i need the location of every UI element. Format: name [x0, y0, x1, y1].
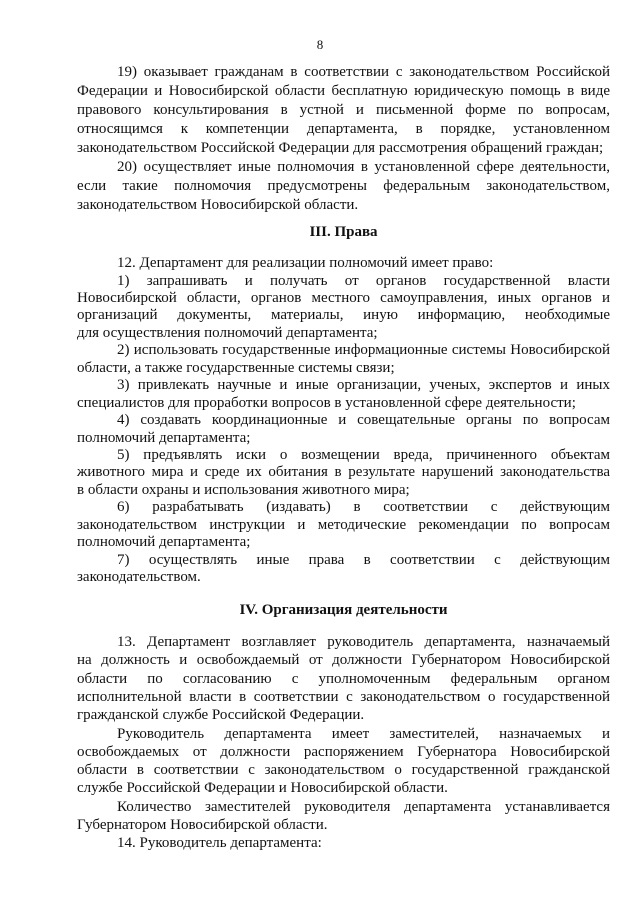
right-7-line: законодательством.: [77, 569, 201, 586]
deputies-line: Руководитель департамента имеет заместителей, назначаемых и: [117, 725, 610, 742]
right-5-line: 5) предъявлять иски о возмещении вреда, причиненного объектам: [117, 447, 610, 463]
deputies-count-line: Губернатором Новосибирской области.: [77, 817, 328, 833]
item-20-line: законодательством Новосибирской области.: [77, 197, 359, 213]
right-2-line: 2) использовать государственные информационные системы Новосибирской: [117, 342, 610, 359]
deputies-count-line: Количество заместителей руководителя департамента устанавливается: [117, 798, 610, 815]
right-5-line: в области охраны и использования животного мира;: [77, 481, 410, 498]
right-4-line: полномочий департамента;: [77, 429, 251, 446]
item-19-line: относящимся к компетенции департамента, в порядке, установленном: [77, 121, 610, 137]
right-1-line: 1) запрашивать и получать от органов государственной власти: [117, 272, 610, 289]
right-5-line: животного мира и среде их обитания в результате нарушений законодательства: [77, 464, 610, 481]
deputies-line: области в соответствии с законодательством о государственной гражданской: [77, 762, 610, 779]
item-20-line: 20) осуществляет иные полномочия в установленной сфере деятельности,: [117, 159, 610, 175]
right-1-line: Новосибирской области, органов местного самоуправления, иных органов и: [77, 289, 610, 306]
item-14-line: 14. Руководитель департамента:: [117, 835, 322, 852]
right-3-line: специалистов для проработки вопросов в установленной сфере деятельности;: [77, 394, 576, 411]
item-13-line: 13. Департамент возглавляет руководитель департамента, назначаемый: [117, 634, 610, 650]
item-13-line: исполнительной власти в соответствии с законодательством о государственной: [77, 688, 610, 705]
section-3-heading: III. Права: [309, 224, 378, 240]
right-1-line: организаций документы, материалы, иную информацию, необходимые: [77, 307, 610, 324]
item-13-line: на должность и освобождаемый от должности Губернатором Новосибирской: [77, 652, 610, 669]
page-number: 8: [316, 37, 324, 52]
right-6-line: полномочий департамента;: [77, 534, 251, 551]
item-19-line: Федерации и Новосибирской области бесплатную юридическую помощь в виде: [77, 83, 610, 99]
item-19-line: законодательством Российской Федерации для рассмотрения обращений граждан;: [77, 140, 604, 156]
item-19-line: правового консультирования в устной и письменной форме по вопросам,: [77, 102, 610, 118]
deputies-line: службе Российской Федерации и Новосибирской области.: [77, 780, 448, 797]
item-12-line: 12. Департамент для реализации полномочий имеет право:: [117, 255, 494, 271]
right-1-line: для осуществления полномочий департамента;: [77, 324, 378, 341]
right-6-line: законодательством инструкции и методические рекомендации по вопросам: [77, 516, 610, 533]
section-4-heading: IV. Организация деятельности: [239, 602, 448, 618]
item-19-line: 19) оказывает гражданам в соответствии с законодательством Российской: [117, 64, 610, 80]
item-20-line: если такие полномочия предусмотрены федеральным законодательством,: [77, 178, 610, 194]
right-4-line: 4) создавать координационные и совещательные органы по вопросам: [117, 412, 610, 429]
right-2-line: области, а также государственные системы связи;: [77, 359, 395, 376]
item-13-line: гражданской службе Российской Федерации.: [77, 707, 365, 724]
deputies-line: освобождаемых от должности распоряжением Губернатора Новосибирской: [77, 743, 610, 760]
right-7-line: 7) осуществлять иные права в соответствии с действующим: [117, 551, 610, 568]
item-13-line: области по согласованию с уполномоченным федеральным органом: [77, 670, 610, 687]
right-3-line: 3) привлекать научные и иные организации, ученых, экспертов и иных: [117, 377, 610, 394]
right-6-line: 6) разрабатывать (издавать) в соответствии с действующим: [117, 499, 610, 516]
